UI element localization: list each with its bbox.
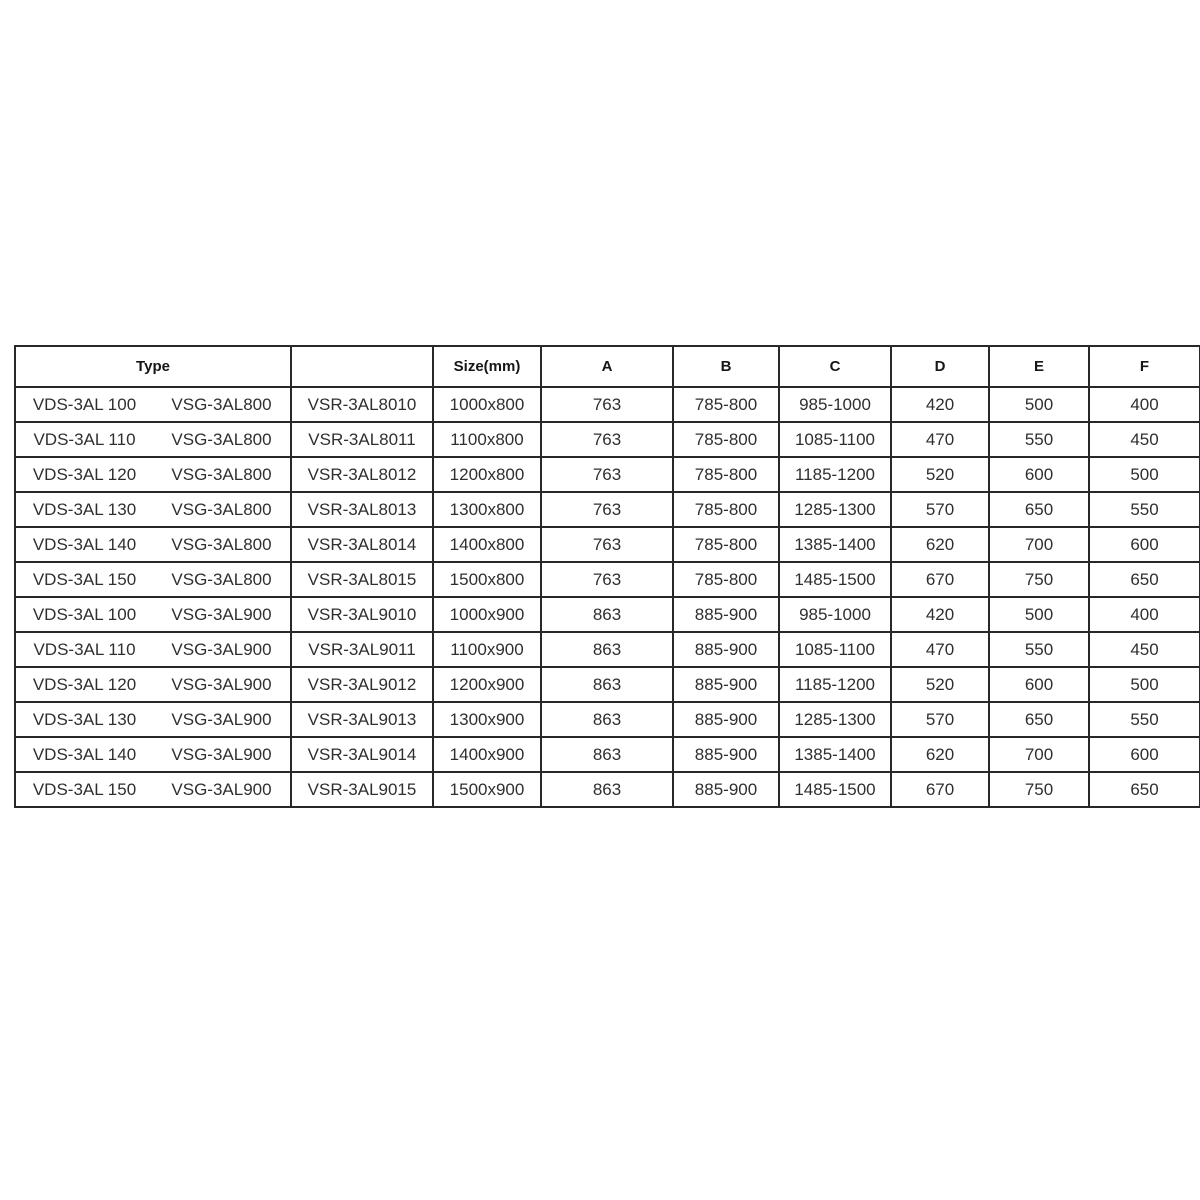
table-row xyxy=(15,492,1200,527)
type-vds-label: VDS-3AL 130 xyxy=(32,499,137,519)
value-c-cell: 1285-1300 xyxy=(779,492,891,527)
type-cell xyxy=(15,457,291,492)
type-vds-label: VDS-3AL 100 xyxy=(32,394,137,414)
size-cell: 1500x800 xyxy=(433,562,541,597)
type-vsg-label: VSG-3AL900 xyxy=(171,674,272,694)
type-cell xyxy=(15,737,291,772)
type-wrap xyxy=(16,465,290,485)
value-c-cell: 1385-1400 xyxy=(779,737,891,772)
value-a-cell: 763 xyxy=(541,562,673,597)
type-cell xyxy=(15,562,291,597)
header-col-c: C xyxy=(779,346,891,387)
table-row xyxy=(15,702,1200,737)
table-row xyxy=(15,527,1200,562)
table-row xyxy=(15,562,1200,597)
type-vsg-label: VSG-3AL800 xyxy=(171,394,272,414)
value-d-cell: 670 xyxy=(891,562,989,597)
model-cell: VSR-3AL8013 xyxy=(291,492,433,527)
value-f-cell: 550 xyxy=(1089,702,1200,737)
type-vsg-label: VSG-3AL900 xyxy=(171,639,272,659)
type-vsg-label: VSG-3AL800 xyxy=(171,569,272,589)
value-e-cell: 700 xyxy=(989,527,1089,562)
model-cell: VSR-3AL8015 xyxy=(291,562,433,597)
value-c-cell: 1285-1300 xyxy=(779,702,891,737)
model-cell: VSR-3AL9013 xyxy=(291,702,433,737)
header-model xyxy=(291,346,433,387)
type-vds-label: VDS-3AL 150 xyxy=(32,779,137,799)
size-cell: 1300x800 xyxy=(433,492,541,527)
value-c-cell: 985-1000 xyxy=(779,387,891,422)
value-c-cell: 1485-1500 xyxy=(779,562,891,597)
table-row xyxy=(15,387,1200,422)
header-col-d: D xyxy=(891,346,989,387)
header-size: Size(mm) xyxy=(433,346,541,387)
header-col-e: E xyxy=(989,346,1089,387)
value-b-cell: 885-900 xyxy=(673,772,779,807)
value-f-cell: 450 xyxy=(1089,632,1200,667)
type-vds-label: VDS-3AL 140 xyxy=(32,534,137,554)
type-cell xyxy=(15,527,291,562)
value-a-cell: 763 xyxy=(541,492,673,527)
value-d-cell: 420 xyxy=(891,597,989,632)
value-a-cell: 763 xyxy=(541,457,673,492)
type-wrap xyxy=(16,500,290,520)
value-a-cell: 863 xyxy=(541,772,673,807)
type-vds-label: VDS-3AL 120 xyxy=(32,674,137,694)
value-d-cell: 520 xyxy=(891,457,989,492)
value-c-cell: 1485-1500 xyxy=(779,772,891,807)
value-e-cell: 550 xyxy=(989,632,1089,667)
size-cell: 1200x800 xyxy=(433,457,541,492)
value-b-cell: 785-800 xyxy=(673,457,779,492)
model-cell: VSR-3AL8011 xyxy=(291,422,433,457)
value-c-cell: 1185-1200 xyxy=(779,667,891,702)
value-e-cell: 650 xyxy=(989,702,1089,737)
type-vsg-label: VSG-3AL800 xyxy=(171,464,272,484)
value-b-cell: 885-900 xyxy=(673,597,779,632)
value-e-cell: 500 xyxy=(989,597,1089,632)
model-cell: VSR-3AL8014 xyxy=(291,527,433,562)
value-e-cell: 700 xyxy=(989,737,1089,772)
value-c-cell: 1085-1100 xyxy=(779,422,891,457)
value-a-cell: 863 xyxy=(541,597,673,632)
size-cell: 1400x900 xyxy=(433,737,541,772)
value-b-cell: 785-800 xyxy=(673,387,779,422)
type-vsg-label: VSG-3AL900 xyxy=(171,604,272,624)
spec-table-header xyxy=(15,346,1200,387)
value-f-cell: 550 xyxy=(1089,492,1200,527)
value-e-cell: 750 xyxy=(989,562,1089,597)
value-d-cell: 670 xyxy=(891,772,989,807)
type-wrap xyxy=(16,430,290,450)
value-b-cell: 785-800 xyxy=(673,562,779,597)
model-cell: VSR-3AL8012 xyxy=(291,457,433,492)
type-cell xyxy=(15,772,291,807)
type-cell xyxy=(15,492,291,527)
value-f-cell: 650 xyxy=(1089,562,1200,597)
value-a-cell: 763 xyxy=(541,387,673,422)
model-cell: VSR-3AL8010 xyxy=(291,387,433,422)
value-d-cell: 520 xyxy=(891,667,989,702)
model-cell: VSR-3AL9015 xyxy=(291,772,433,807)
value-f-cell: 400 xyxy=(1089,387,1200,422)
type-vsg-label: VSG-3AL800 xyxy=(171,534,272,554)
value-b-cell: 885-900 xyxy=(673,737,779,772)
type-wrap xyxy=(16,640,290,660)
value-e-cell: 600 xyxy=(989,457,1089,492)
value-c-cell: 1385-1400 xyxy=(779,527,891,562)
size-cell: 1100x900 xyxy=(433,632,541,667)
value-c-cell: 985-1000 xyxy=(779,597,891,632)
value-a-cell: 763 xyxy=(541,527,673,562)
size-cell: 1400x800 xyxy=(433,527,541,562)
header-col-a: A xyxy=(541,346,673,387)
type-vds-label: VDS-3AL 150 xyxy=(32,569,137,589)
type-wrap xyxy=(16,395,290,415)
value-d-cell: 470 xyxy=(891,422,989,457)
type-wrap xyxy=(16,570,290,590)
value-b-cell: 785-800 xyxy=(673,422,779,457)
spec-table-body xyxy=(15,387,1200,807)
value-f-cell: 500 xyxy=(1089,457,1200,492)
type-cell xyxy=(15,597,291,632)
header-col-f: F xyxy=(1089,346,1200,387)
type-vds-label: VDS-3AL 110 xyxy=(33,429,136,449)
type-wrap xyxy=(16,605,290,625)
model-cell: VSR-3AL9011 xyxy=(291,632,433,667)
type-wrap xyxy=(16,675,290,695)
value-a-cell: 863 xyxy=(541,632,673,667)
size-cell: 1000x800 xyxy=(433,387,541,422)
value-f-cell: 600 xyxy=(1089,737,1200,772)
size-cell: 1500x900 xyxy=(433,772,541,807)
value-c-cell: 1185-1200 xyxy=(779,457,891,492)
value-d-cell: 570 xyxy=(891,492,989,527)
value-f-cell: 400 xyxy=(1089,597,1200,632)
value-d-cell: 620 xyxy=(891,527,989,562)
header-row xyxy=(15,346,1200,387)
value-e-cell: 550 xyxy=(989,422,1089,457)
value-b-cell: 885-900 xyxy=(673,632,779,667)
type-vds-label: VDS-3AL 110 xyxy=(33,639,136,659)
type-wrap xyxy=(16,710,290,730)
type-cell xyxy=(15,387,291,422)
size-cell: 1200x900 xyxy=(433,667,541,702)
header-col-b: B xyxy=(673,346,779,387)
table-row xyxy=(15,422,1200,457)
type-wrap xyxy=(16,535,290,555)
value-b-cell: 885-900 xyxy=(673,667,779,702)
type-vds-label: VDS-3AL 100 xyxy=(32,604,137,624)
type-vds-label: VDS-3AL 140 xyxy=(32,744,137,764)
value-b-cell: 785-800 xyxy=(673,492,779,527)
header-type: Type xyxy=(15,346,291,387)
type-vsg-label: VSG-3AL800 xyxy=(171,499,272,519)
table-row xyxy=(15,737,1200,772)
table-row xyxy=(15,772,1200,807)
size-cell: 1300x900 xyxy=(433,702,541,737)
type-vsg-label: VSG-3AL900 xyxy=(171,779,272,799)
size-cell: 1000x900 xyxy=(433,597,541,632)
value-d-cell: 570 xyxy=(891,702,989,737)
value-e-cell: 650 xyxy=(989,492,1089,527)
value-d-cell: 470 xyxy=(891,632,989,667)
type-vds-label: VDS-3AL 130 xyxy=(32,709,137,729)
value-a-cell: 863 xyxy=(541,702,673,737)
value-e-cell: 750 xyxy=(989,772,1089,807)
value-b-cell: 785-800 xyxy=(673,527,779,562)
value-e-cell: 600 xyxy=(989,667,1089,702)
value-d-cell: 620 xyxy=(891,737,989,772)
type-cell xyxy=(15,632,291,667)
table-row xyxy=(15,457,1200,492)
type-vsg-label: VSG-3AL800 xyxy=(171,429,272,449)
value-d-cell: 420 xyxy=(891,387,989,422)
type-cell xyxy=(15,702,291,737)
value-e-cell: 500 xyxy=(989,387,1089,422)
type-vsg-label: VSG-3AL900 xyxy=(171,744,272,764)
type-wrap xyxy=(16,745,290,765)
model-cell: VSR-3AL9012 xyxy=(291,667,433,702)
type-vsg-label: VSG-3AL900 xyxy=(171,709,272,729)
spec-table xyxy=(14,345,1200,808)
value-b-cell: 885-900 xyxy=(673,702,779,737)
type-vds-label: VDS-3AL 120 xyxy=(32,464,137,484)
table-row xyxy=(15,597,1200,632)
size-cell: 1100x800 xyxy=(433,422,541,457)
table-row xyxy=(15,632,1200,667)
value-f-cell: 600 xyxy=(1089,527,1200,562)
model-cell: VSR-3AL9014 xyxy=(291,737,433,772)
value-a-cell: 863 xyxy=(541,667,673,702)
table-row xyxy=(15,667,1200,702)
value-f-cell: 450 xyxy=(1089,422,1200,457)
value-f-cell: 500 xyxy=(1089,667,1200,702)
value-a-cell: 763 xyxy=(541,422,673,457)
value-a-cell: 863 xyxy=(541,737,673,772)
type-cell xyxy=(15,422,291,457)
model-cell: VSR-3AL9010 xyxy=(291,597,433,632)
value-c-cell: 1085-1100 xyxy=(779,632,891,667)
value-f-cell: 650 xyxy=(1089,772,1200,807)
type-cell xyxy=(15,667,291,702)
type-wrap xyxy=(16,780,290,800)
